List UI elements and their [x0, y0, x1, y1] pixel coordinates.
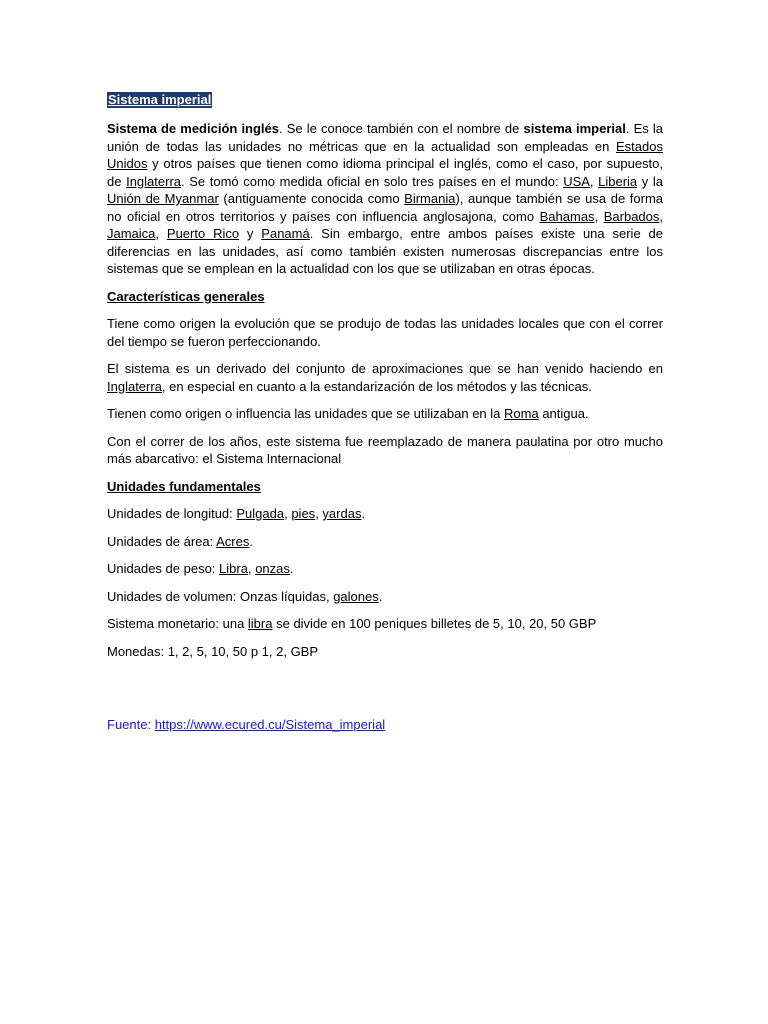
link-yardas[interactable]: yardas	[322, 506, 362, 521]
intro-bold-term: sistema imperial	[523, 121, 626, 136]
intro-text: ,	[589, 173, 599, 189]
unit-label: Unidades de peso:	[107, 561, 220, 576]
link-libra[interactable]: Libra	[219, 561, 248, 576]
intro-text: . Se tomó como medida oficial en solo tres países en el mundo:	[181, 173, 564, 189]
paragraph-text: antigua.	[538, 406, 589, 421]
link-acres[interactable]: Acres	[216, 533, 250, 549]
link-pies[interactable]: pies	[291, 506, 316, 521]
link-galones[interactable]: galones	[333, 588, 379, 604]
intro-text: . Es la unión de todas las unidades no métricas que en la actualidad son empleadas en	[107, 121, 663, 154]
intro-paragraph	[107, 120, 663, 278]
intro-text: ,	[659, 208, 664, 224]
source-line	[107, 716, 663, 734]
separator: ,	[315, 506, 323, 521]
section-heading-unidades: Unidades fundamentales	[107, 478, 261, 494]
link-barbados[interactable]: Barbados	[603, 208, 660, 224]
intro-text: y otros países que tienen como idioma principal el inglés, como el caso, por supuesto, de	[107, 156, 663, 189]
paragraph-text: se divide en 100 peniques billetes de 5, 10, 20, 50 GBP	[272, 616, 597, 631]
unidades-longitud	[107, 505, 663, 523]
link-puerto-rico[interactable]: Puerto Rico	[166, 226, 240, 241]
separator: ,	[284, 506, 292, 521]
intro-text: . Sin embargo, entre ambos países existe una serie de diferencias en las unidades, así como también existen numerosas discrepancias entre los sistemas que se emplean en la actualidad con los que se utilizaban en otras épocas.	[107, 226, 663, 276]
page-title: Sistema imperial	[108, 92, 212, 107]
link-jamaica[interactable]: Jamaica	[107, 226, 156, 241]
intro-text: . Se le conoce también con el nombre de	[279, 121, 524, 136]
caracteristicas-paragraph-4: Con el correr de los años, este sistema fue reemplazado de manera paulatina por otro mucho más abarcativo: el Sistema Internacional	[107, 433, 663, 466]
caracteristicas-paragraph-1: Tiene como origen la evolución que se produjo de todas las unidades locales que con el correr del tiempo se fueron perfeccionando.	[107, 316, 663, 349]
source-link[interactable]: https://www.ecured.cu/Sistema_imperial	[154, 717, 386, 732]
unidades-peso	[107, 560, 663, 578]
link-usa[interactable]: USA	[563, 173, 590, 189]
link-bahamas[interactable]: Bahamas	[539, 208, 595, 224]
unit-label: Unidades de área:	[107, 533, 217, 549]
intro-text: ,	[155, 226, 167, 241]
separator: ,	[247, 561, 256, 576]
intro-text: y	[239, 226, 262, 241]
unidades-area	[107, 533, 663, 551]
section-heading-caracteristicas: Características generales	[107, 288, 265, 304]
period: .	[249, 533, 253, 549]
period: .	[289, 561, 294, 576]
link-panama[interactable]: Panamá	[261, 226, 310, 241]
link-estados-unidos[interactable]: Estados Unidos	[107, 138, 663, 171]
unit-label: Unidades de longitud:	[107, 506, 237, 521]
paragraph-text: El sistema es un derivado del conjunto de aproximaciones que se han venido haciendo en	[107, 361, 663, 376]
link-libra-2[interactable]: libra	[247, 616, 273, 631]
intro-text: (antiguamente conocida como	[218, 191, 405, 206]
intro-bold-term: Sistema de medición inglés	[107, 121, 280, 136]
link-onzas[interactable]: onzas	[255, 561, 290, 576]
unit-label: Unidades de volumen: Onzas líquidas,	[107, 588, 334, 604]
paragraph-text: Sistema monetario: una	[107, 616, 248, 631]
paragraph-text: , en especial en cuanto a la estandarización de los métodos y las técnicas.	[161, 378, 592, 394]
link-liberia[interactable]: Liberia	[598, 173, 638, 189]
intro-text: ), aunque también se usa de forma no oficial en otros territorios y países con influencia anglosajona, como	[107, 191, 664, 224]
intro-text: y la	[637, 173, 664, 189]
link-birmania[interactable]: Birmania	[404, 191, 456, 206]
link-inglaterra-2[interactable]: Inglaterra	[107, 378, 162, 394]
unidades-monetario	[107, 615, 663, 633]
document-page	[107, 91, 663, 744]
link-inglaterra[interactable]: Inglaterra	[126, 173, 181, 189]
source-label: Fuente:	[107, 717, 155, 732]
period: .	[361, 506, 366, 521]
unidades-volumen	[107, 588, 663, 606]
caracteristicas-paragraph-3	[107, 405, 663, 423]
caracteristicas-paragraph-2	[107, 360, 663, 395]
intro-text: ,	[594, 208, 604, 224]
link-roma[interactable]: Roma	[504, 406, 539, 421]
paragraph-text: Tienen como origen o influencia las unidades que se utilizaban en la	[107, 406, 505, 421]
link-pulgada[interactable]: Pulgada	[236, 506, 285, 521]
link-union-de-myanmar[interactable]: Unión de Myanmar	[107, 191, 219, 206]
period: .	[378, 588, 383, 604]
unidades-monedas: Monedas: 1, 2, 5, 10, 50 p 1, 2, GBP	[107, 643, 319, 659]
